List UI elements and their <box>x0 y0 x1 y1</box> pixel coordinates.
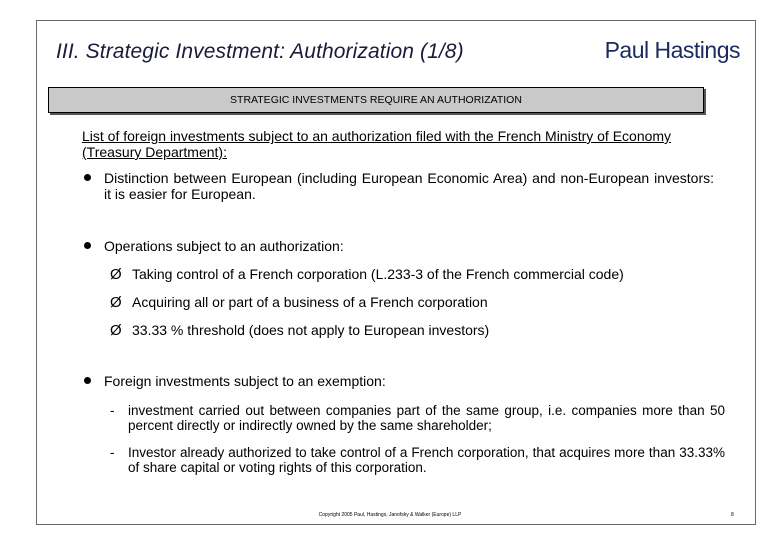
bullet-dot-icon <box>84 242 91 249</box>
bullet-text: Foreign investments subject to an exemption: <box>104 373 386 389</box>
dash-marker: - <box>110 403 115 418</box>
page-number: 8 <box>731 512 734 518</box>
arrow-bullet-icon: Ø <box>110 322 122 339</box>
bullet-dot-icon <box>84 377 91 384</box>
sub-item-text: Acquiring all or part of a business of a French corporation <box>132 294 488 310</box>
sub-item <box>110 266 624 283</box>
exemption-text: Investor already authorized to take control of a French corporation, that acquires more than 33.33% of share capital or voting rights of this corporation. <box>128 445 725 475</box>
sub-item-text: 33.33 % threshold (does not apply to European investors) <box>132 322 490 338</box>
dash-marker: - <box>110 445 115 460</box>
arrow-bullet-icon: Ø <box>110 266 122 283</box>
copyright-footer: Copyright 2005 Paul, Hastings, Janofsky & Walker (Europe) LLP <box>318 512 462 518</box>
bullet-text: Operations subject to an authorization: <box>104 238 344 254</box>
sub-item <box>110 322 489 339</box>
slide-title: III. Strategic Investment: Authorization (1/8) <box>56 40 464 63</box>
intro-text: List of foreign investments subject to an authorization filed with the French Ministry of Economy (Treasury Department): <box>82 128 672 160</box>
bullet-text: Distinction between European (including European Economic Area) and non-European investors: it is easier for European. <box>104 170 714 202</box>
sub-item-text: Taking control of a French corporation (L.233-3 of the French commercial code) <box>132 266 624 282</box>
exemption-text: investment carried out between companies part of the same group, i.e. companies more than 50 percent directly or indirectly owned by the same shareholder; <box>128 403 725 433</box>
section-banner: STRATEGIC INVESTMENTS REQUIRE AN AUTHORIZATION <box>48 87 704 113</box>
paul-hastings-logo: Paul Hastings <box>604 37 740 63</box>
bullet-dot-icon <box>84 174 91 181</box>
arrow-bullet-icon: Ø <box>110 294 122 311</box>
sub-item <box>110 294 488 311</box>
